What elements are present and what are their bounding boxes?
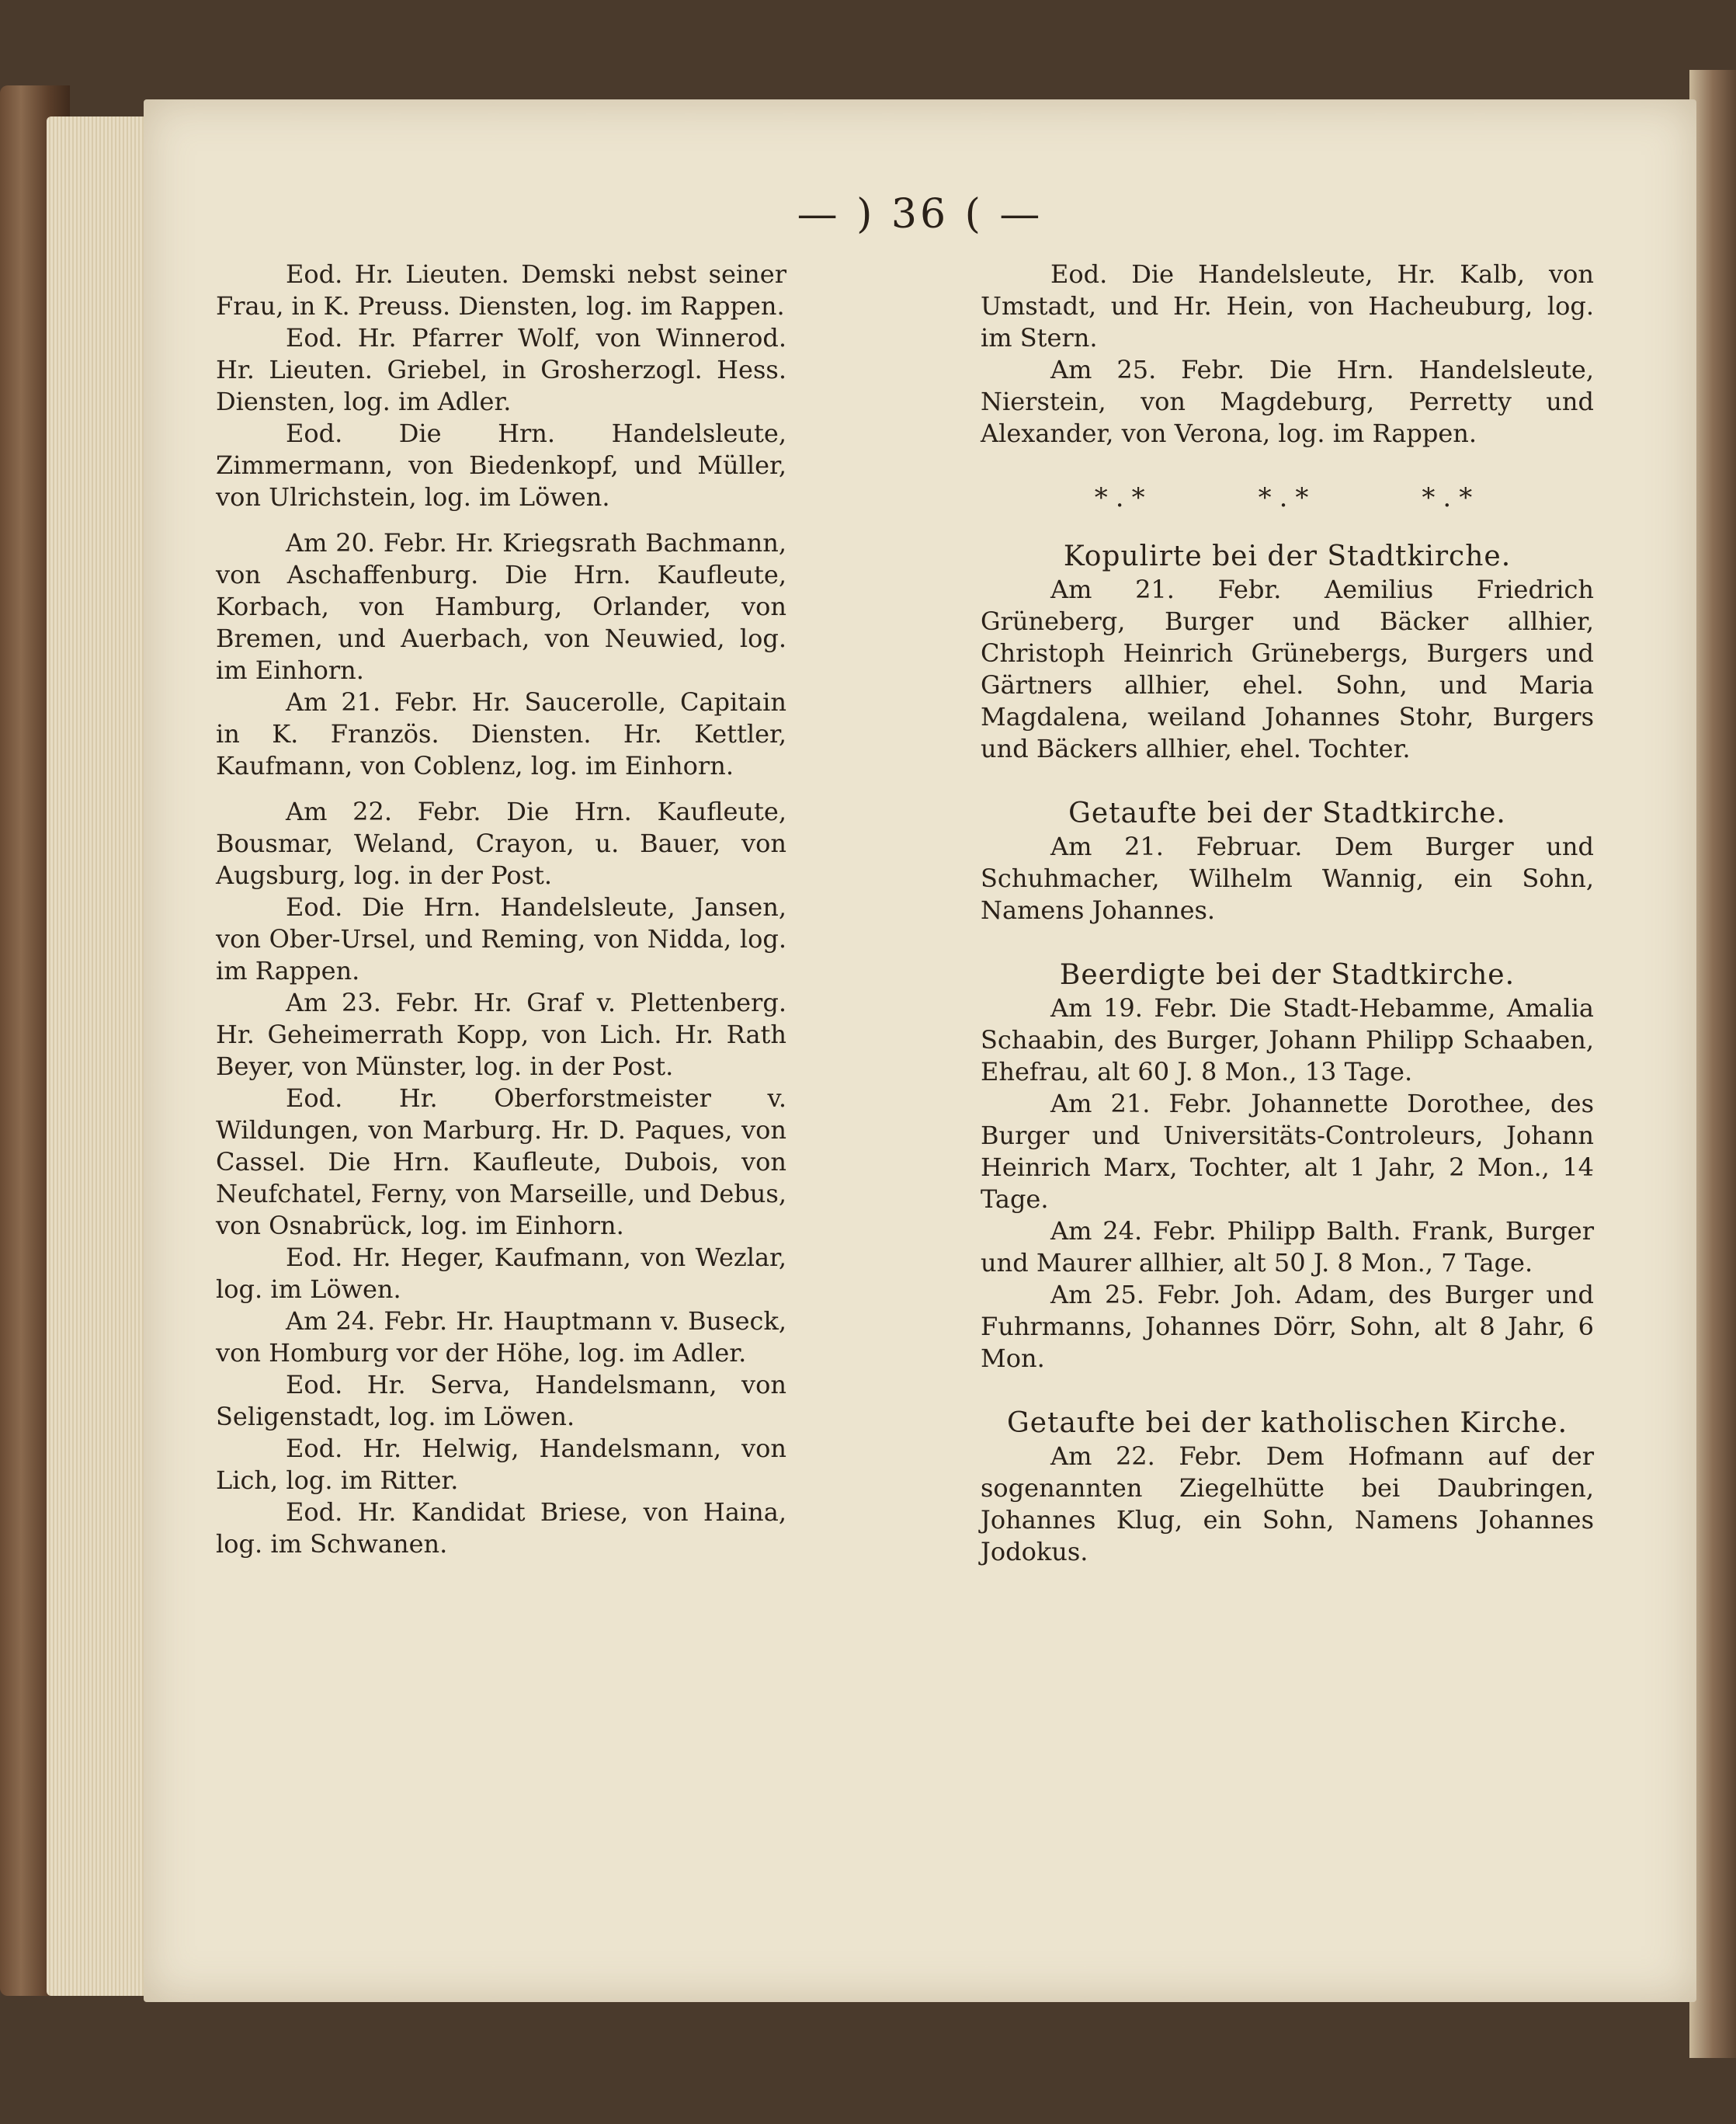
entry-paragraph: Am 24. Febr. Hr. Hauptmann v. Buseck, von Homburg vor der Höhe, log. im Adler. [216, 1306, 786, 1368]
entry-paragraph: Eod. Hr. Helwig, Handelsmann, von Lich, log. im Ritter. [216, 1434, 786, 1495]
entry-paragraph: Am 25. Febr. Joh. Adam, des Burger und Fuhrmanns, Johannes Dörr, Sohn, alt 8 Jahr, 6 Mon. [981, 1280, 1594, 1373]
asterism-mark: *.* [1422, 482, 1481, 513]
asterism-mark: *.* [1094, 482, 1153, 513]
entry-paragraph: Am 19. Febr. Die Stadt-Hebamme, Amalia Schaabin, des Burger, Johann Philipp Schaaben, Ehefrau, alt 60 J. 8 Mon., 13 Tage. [981, 993, 1594, 1086]
entry-paragraph: Am 23. Febr. Hr. Graf v. Plettenberg. Hr. Geheimerrath Kopp, von Lich. Hr. Rath Beyer, von Münster, log. in der Post. [216, 988, 786, 1081]
book-cover-right [1689, 70, 1736, 2058]
entry-paragraph: Eod. Hr. Lieuten. Demski nebst seiner Frau, in K. Preuss. Diensten, log. im Rappen. [216, 259, 786, 321]
entry-paragraph: Am 24. Febr. Philipp Balth. Frank, Burger und Maurer allhier, alt 50 J. 8 Mon., 7 Tage. [981, 1216, 1594, 1278]
section-heading: Beerdigte bei der Stadtkirche. [1059, 959, 1516, 991]
entry-paragraph: Eod. Hr. Heger, Kaufmann, von Wezlar, log. im Löwen. [216, 1243, 786, 1304]
entry-paragraph: Eod. Hr. Oberforstmeister v. Wildungen, von Marburg. Hr. D. Paques, von Cassel. Die Hrn. Kaufleute, Dubois, von Neufchatel, Ferny, von Marseille, und Debus, von Osnabrück, log. im Einhorn. [216, 1083, 786, 1240]
section-heading: Kopulirte bei der Stadtkirche. [1063, 541, 1512, 572]
page-stack-edge [47, 116, 148, 1996]
entry-paragraph: Am 21. Febr. Hr. Saucerolle, Capitain in K. Französ. Diensten. Hr. Kettler, Kaufmann, von Coblenz, log. im Einhorn. [216, 687, 786, 780]
right-column [981, 259, 1594, 1568]
entry-paragraph: Eod. Die Handelsleute, Hr. Kalb, von Umstadt, und Hr. Hein, von Hacheuburg, log. im Stern. [981, 259, 1594, 353]
entry-paragraph: Am 21. Februar. Dem Burger und Schuhmacher, Wilhelm Wannig, ein Sohn, Namens Johannes. [981, 832, 1594, 925]
entry-paragraph: Eod. Hr. Pfarrer Wolf, von Winnerod. Hr. Lieuten. Griebel, in Grosherzogl. Hess. Diensten, log. im Adler. [216, 323, 786, 416]
entry-paragraph: Eod. Hr. Serva, Handelsmann, von Seligenstadt, log. im Löwen. [216, 1370, 786, 1431]
left-column [216, 259, 786, 1560]
asterism-mark: *.* [1258, 482, 1317, 513]
entry-paragraph: Am 21. Febr. Johannette Dorothee, des Burger und Universitäts-Controleurs, Johann Heinrich Marx, Tochter, alt 1 Jahr, 2 Mon., 14 Tage. [981, 1089, 1594, 1214]
entry-paragraph: Am 22. Febr. Die Hrn. Kaufleute, Bousmar, Weland, Crayon, u. Bauer, von Augsburg, log. in der Post. [216, 797, 786, 890]
entry-paragraph: Am 21. Febr. Aemilius Friedrich Grüneberg, Burger und Bäcker allhier, Christoph Heinrich Grünebergs, Burgers und Gärtners allhier, ehel. Sohn, und Maria Magdalena, weiland Johannes Stohr, Burgers und Bäckers allhier, ehel. Tochter. [981, 575, 1594, 763]
page-number: — ) 36 ( — [797, 191, 1043, 238]
book-page [144, 99, 1696, 2002]
entry-paragraph: Eod. Hr. Kandidat Briese, von Haina, log. im Schwanen. [216, 1497, 786, 1559]
entry-paragraph: Eod. Die Hrn. Handelsleute, Zimmermann, von Biedenkopf, und Müller, von Ulrichstein, log. im Löwen. [216, 419, 786, 512]
entry-paragraph: Am 22. Febr. Dem Hofmann auf der sogenannten Ziegelhütte bei Daubringen, Johannes Klug, ein Sohn, Namens Johannes Jodokus. [981, 1441, 1594, 1566]
section-heading: Getaufte bei der Stadtkirche. [1068, 798, 1506, 829]
entry-paragraph: Eod. Die Hrn. Handelsleute, Jansen, von Ober-Ursel, und Reming, von Nidda, log. im Rappen. [216, 892, 786, 986]
entry-paragraph: Am 20. Febr. Hr. Kriegsrath Bachmann, von Aschaffenburg. Die Hrn. Kaufleute, Korbach, von Hamburg, Orlander, von Bremen, und Auerbach, von Neuwied, log. im Einhorn. [216, 528, 786, 685]
entry-paragraph: Am 25. Febr. Die Hrn. Handelsleute, Nierstein, von Magdeburg, Perretty und Alexander, von Verona, log. im Rappen. [981, 355, 1594, 448]
section-heading: Getaufte bei der katholischen Kirche. [1006, 1407, 1568, 1439]
section-ornament [981, 482, 1594, 514]
